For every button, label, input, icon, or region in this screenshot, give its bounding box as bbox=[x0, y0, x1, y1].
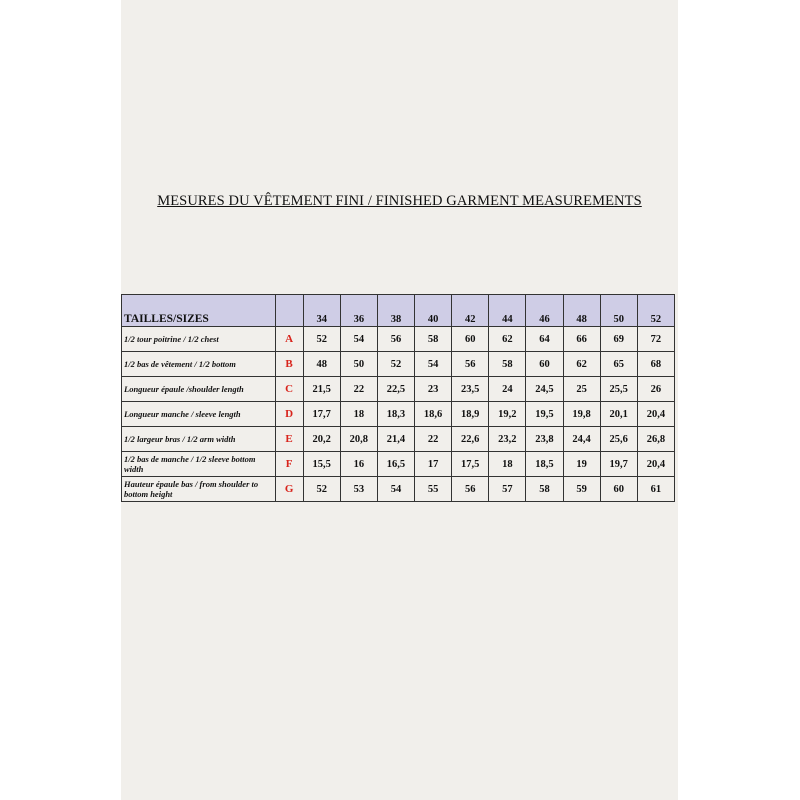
measurement-value: 54 bbox=[340, 327, 377, 352]
measurement-value: 20,8 bbox=[340, 427, 377, 452]
measurement-value: 59 bbox=[563, 477, 600, 502]
size-header-cell: 34 bbox=[303, 295, 340, 327]
measurement-value: 18,3 bbox=[377, 402, 414, 427]
measurement-value: 24,5 bbox=[526, 377, 563, 402]
measurements-table bbox=[121, 294, 675, 502]
measurement-value: 62 bbox=[489, 327, 526, 352]
letter-header-cell bbox=[275, 295, 303, 327]
measurement-value: 19,8 bbox=[563, 402, 600, 427]
measurement-value: 64 bbox=[526, 327, 563, 352]
measurement-value: 52 bbox=[377, 352, 414, 377]
measurement-value: 23,2 bbox=[489, 427, 526, 452]
table-row bbox=[122, 327, 675, 352]
measurement-value: 23 bbox=[415, 377, 452, 402]
measurement-value: 22 bbox=[340, 377, 377, 402]
measurement-value: 50 bbox=[340, 352, 377, 377]
measurement-value: 19,5 bbox=[526, 402, 563, 427]
size-header-cell: 38 bbox=[377, 295, 414, 327]
measurement-value: 15,5 bbox=[303, 452, 340, 477]
measurement-value: 20,1 bbox=[600, 402, 637, 427]
measurement-value: 23,8 bbox=[526, 427, 563, 452]
measurement-letter: F bbox=[275, 452, 303, 477]
table-row bbox=[122, 352, 675, 377]
measurement-value: 16,5 bbox=[377, 452, 414, 477]
measurement-value: 18,6 bbox=[415, 402, 452, 427]
measurement-value: 26 bbox=[637, 377, 674, 402]
measurement-value: 54 bbox=[415, 352, 452, 377]
measurement-value: 16 bbox=[340, 452, 377, 477]
measurement-value: 65 bbox=[600, 352, 637, 377]
measurement-letter: G bbox=[275, 477, 303, 502]
measurement-value: 19 bbox=[563, 452, 600, 477]
table-body bbox=[122, 295, 675, 502]
measurement-label: 1/2 tour poitrine / 1/2 chest bbox=[122, 327, 276, 352]
size-header-cell: 52 bbox=[637, 295, 674, 327]
measurement-value: 20,4 bbox=[637, 402, 674, 427]
measurement-value: 18 bbox=[489, 452, 526, 477]
measurement-value: 54 bbox=[377, 477, 414, 502]
measurement-label: Longueur manche / sleeve length bbox=[122, 402, 276, 427]
document-page bbox=[121, 0, 678, 800]
measurement-value: 25,6 bbox=[600, 427, 637, 452]
measurement-value: 22,6 bbox=[452, 427, 489, 452]
size-header-cell: 42 bbox=[452, 295, 489, 327]
measurement-label: 1/2 bas de manche / 1/2 sleeve bottom width bbox=[122, 452, 276, 477]
size-header-cell: 48 bbox=[563, 295, 600, 327]
measurement-value: 58 bbox=[489, 352, 526, 377]
measurement-value: 20,2 bbox=[303, 427, 340, 452]
measurement-label: Longueur épaule /shoulder length bbox=[122, 377, 276, 402]
measurement-value: 17 bbox=[415, 452, 452, 477]
measurement-value: 62 bbox=[563, 352, 600, 377]
measurement-value: 72 bbox=[637, 327, 674, 352]
measurement-value: 52 bbox=[303, 477, 340, 502]
measurement-value: 56 bbox=[377, 327, 414, 352]
size-header-cell: 40 bbox=[415, 295, 452, 327]
measurement-value: 60 bbox=[526, 352, 563, 377]
measurement-value: 57 bbox=[489, 477, 526, 502]
measurement-value: 56 bbox=[452, 477, 489, 502]
table-header-row bbox=[122, 295, 675, 327]
measurement-letter: A bbox=[275, 327, 303, 352]
measurement-value: 55 bbox=[415, 477, 452, 502]
measurement-value: 53 bbox=[340, 477, 377, 502]
document-title: MESURES DU VÊTEMENT FINI / FINISHED GARMENT MEASUREMENTS bbox=[157, 193, 642, 209]
measurement-letter: E bbox=[275, 427, 303, 452]
size-header-cell: 44 bbox=[489, 295, 526, 327]
measurement-value: 19,2 bbox=[489, 402, 526, 427]
size-header-cell: 50 bbox=[600, 295, 637, 327]
measurement-value: 25 bbox=[563, 377, 600, 402]
measurement-value: 18,5 bbox=[526, 452, 563, 477]
measurement-value: 17,7 bbox=[303, 402, 340, 427]
measurement-label: 1/2 largeur bras / 1/2 arm width bbox=[122, 427, 276, 452]
measurement-value: 18,9 bbox=[452, 402, 489, 427]
table-row bbox=[122, 452, 675, 477]
measurement-value: 19,7 bbox=[600, 452, 637, 477]
measurement-value: 48 bbox=[303, 352, 340, 377]
measurement-value: 52 bbox=[303, 327, 340, 352]
measurement-value: 58 bbox=[526, 477, 563, 502]
table-row bbox=[122, 477, 675, 502]
measurement-label: 1/2 bas de vêtement / 1/2 bottom bbox=[122, 352, 276, 377]
measurement-value: 61 bbox=[637, 477, 674, 502]
measurement-value: 26,8 bbox=[637, 427, 674, 452]
size-header-cell: 36 bbox=[340, 295, 377, 327]
measurement-value: 23,5 bbox=[452, 377, 489, 402]
measurement-value: 17,5 bbox=[452, 452, 489, 477]
measurement-letter: D bbox=[275, 402, 303, 427]
measurement-value: 66 bbox=[563, 327, 600, 352]
table-row bbox=[122, 402, 675, 427]
measurement-letter: C bbox=[275, 377, 303, 402]
measurement-value: 21,4 bbox=[377, 427, 414, 452]
measurement-value: 24 bbox=[489, 377, 526, 402]
measurement-value: 56 bbox=[452, 352, 489, 377]
measurement-value: 22 bbox=[415, 427, 452, 452]
measurement-value: 68 bbox=[637, 352, 674, 377]
measurement-value: 21,5 bbox=[303, 377, 340, 402]
measurement-letter: B bbox=[275, 352, 303, 377]
measurement-label: Hauteur épaule bas / from shoulder to bottom height bbox=[122, 477, 276, 502]
size-header-cell: 46 bbox=[526, 295, 563, 327]
measurement-value: 60 bbox=[452, 327, 489, 352]
table-row bbox=[122, 377, 675, 402]
measurement-value: 25,5 bbox=[600, 377, 637, 402]
sizes-header-label: TAILLES/SIZES bbox=[122, 295, 276, 327]
measurement-value: 69 bbox=[600, 327, 637, 352]
table-row bbox=[122, 427, 675, 452]
measurement-value: 22,5 bbox=[377, 377, 414, 402]
measurement-value: 20,4 bbox=[637, 452, 674, 477]
measurement-value: 60 bbox=[600, 477, 637, 502]
measurement-value: 58 bbox=[415, 327, 452, 352]
measurement-value: 18 bbox=[340, 402, 377, 427]
measurement-value: 24,4 bbox=[563, 427, 600, 452]
